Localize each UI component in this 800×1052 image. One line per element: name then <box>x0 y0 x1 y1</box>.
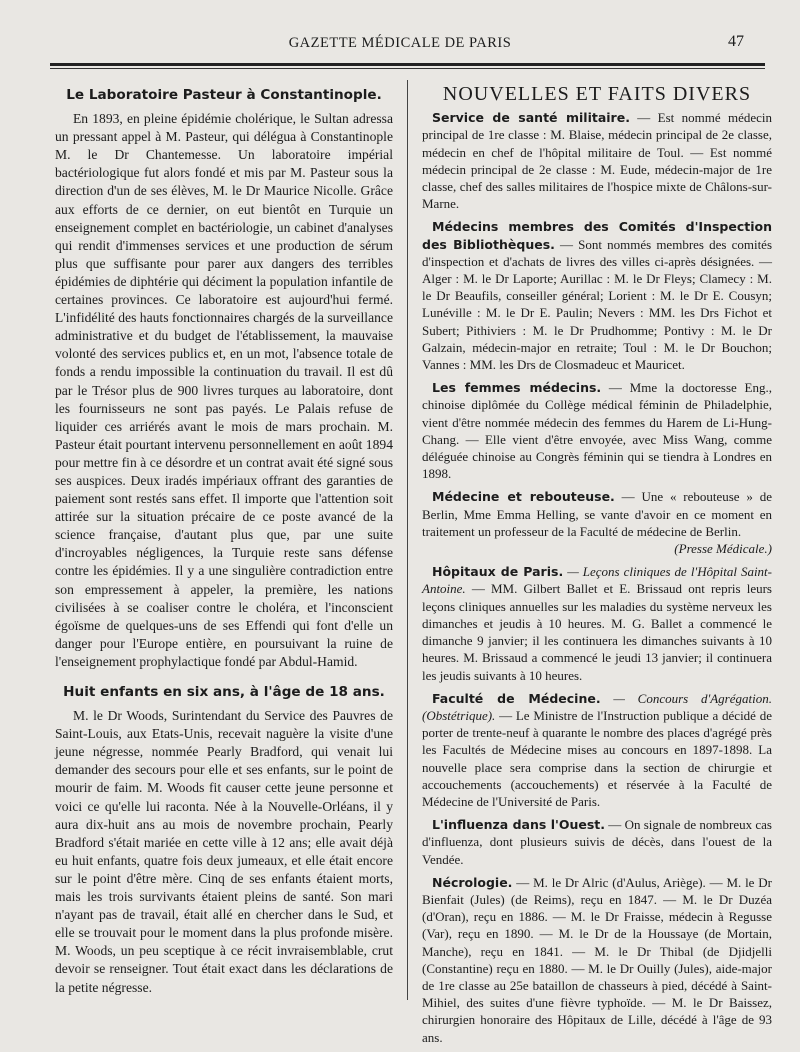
news-body: — Une « rebouteuse » de Berlin, Mme Emma Helling, se vante d'avoir en ce moment en traitement un professeur de la Faculté de médecine de Berlin. <box>422 489 772 539</box>
news-body: — Est nommé médecin principal de 1re classe : M. Blaise, médecin principal de 2e classe, médecin en chef de l'hôpital militaire de Toul. — Est nommé médecin principal de 2e classe : M. Eude, médecin-major de 1re classe, chef des salles militaires de l'hospice mixte de Châlons-sur-Marne. <box>422 110 773 212</box>
news-lead: L'influenza dans l'Ouest. <box>432 817 605 833</box>
header-rule-thin <box>50 68 765 69</box>
rubric-title: NOUVELLES ET FAITS DIVERS <box>442 83 752 105</box>
news-lead: Hôpitaux de Paris. <box>432 564 564 580</box>
journal-title: GAZETTE MÉDICALE DE PARIS <box>288 35 512 51</box>
news-lead: Nécrologie. <box>432 874 513 890</box>
news-item-femmes-medecins <box>422 379 772 482</box>
left-column <box>55 86 393 997</box>
news-lead: Faculté de Médecine. <box>432 690 601 706</box>
right-column <box>422 83 773 1052</box>
article-body-laboratoire: En 1893, en pleine épidémie cholérique, le Sultan adressa un pressant appel à M. Pasteur, qui délégua à Constantinople M. le Dr Chantemesse. Un laboratoire impérial bactériologique fut alors fondé et mis par M. Pasteur sous la direction d'un de ses élèves, M. le Dr Maurice Nicolle. Grâce aux efforts de ce dernier, on eut bientôt en Turquie un enseignement complet en bactériologie, un cabinet d'analyses qui rendit d'immenses services et une production de sérum plus que suffisante pour parer aux dangers des terribles épidémies de diphtérie qui déciment la population infantile de certaines provinces. Ce laboratoire est aujourd'hui fermé. L'infidélité des hauts fonctionnaires chargés de la surveillance administrative et du budget de l'établissement, la mauvaise volonté des services publics et, en un mot, l'absence totale de fonds a rendu impossible la continuation du travail. Il est dû par le Trésor plus de 900 livres turques au laboratoire, dont les fournisseurs ne sont pas payés. Le Palais refuse de liquider ces arriérés avant le mois de mars prochain. M. Pasteur était pourtant intervenu personnellement en août 1894 pour mettre fin à ce désordre et un contrat avait été signé sous ses auspices. Deux iradés impériaux offrant des garanties de paiement sont restés sans effet. Il importe que l'attention soit attirée sur la situation précaire de ce poste avancé de la science française, d'autant plus que, par une suite d'incroyables négligences, la Turquie reste sans défense contre les épidémies. Il y a une singulière contradiction entre son empressement à appeler, la première, les nations civilisées à se coaliser contre le choléra, et l'inconscient égoïsme de quelques-uns de ses Effendi qui font d'elle un danger pour l'Europe entière, en poursuivant la ruine de l'enseignement prophylactique fondé par Abdul-Hamid. <box>55 111 393 669</box>
news-item-influenza <box>422 816 772 868</box>
news-item-faculte <box>422 690 772 810</box>
news-item-sante-militaire <box>422 109 772 212</box>
news-lead: Médecins membres des Comités d'Inspection des Bibliothèques. <box>422 219 772 252</box>
news-source: (Presse Médicale.) <box>674 541 772 557</box>
article-title-laboratoire: Le Laboratoire Pasteur à Constantinople. <box>66 87 382 103</box>
news-subtitle: — Leçons cliniques de l'Hôpital Saint-Antoine. <box>422 564 772 597</box>
article-body-huit-enfants: M. le Dr Woods, Surintendant du Service des Pauvres de Saint-Louis, aux Etats-Unis, recevait naguère la visite d'une jeune négresse, nommée Pearly Bradford, qui venait lui demander des secours pour elle et ses enfants, sur le point de mourir de faim. M. Woods fit causer cette jeune personne et voici ce qu'elle lui raconta. Née à la Nouvelle-Orléans, il y aura dix-huit ans au mois de novembre prochain, Pearly Bradford s'était mariée en cette ville à 12 ans; elle avait déjà eu huit enfants, quatre fois deux jumeaux, et elle était encore sur le point d'être mère. Cinq de ses enfants étaient morts, mais les trois survivants étaient pleins de santé. Son mari n'ayant pas de travail, était allé en chercher dans le Sud, et elle se trouvait pour le moment dans la plus profonde misère. M. Woods, un peu sceptique à ce récit invraisemblable, crut devoir se renseigner. Tout était exact dans les déclarations de la petite négresse. <box>55 708 393 995</box>
news-body: — On signale de nombreux cas d'influenza, dont plusieurs suivis de décès, dans l'ouest de la Vendée. <box>422 817 772 867</box>
news-lead: Les femmes médecins. <box>432 380 602 396</box>
article-title-huit-enfants: Huit enfants en six ans, à l'âge de 18 ans. <box>63 684 385 700</box>
news-body: — MM. Gilbert Ballet et E. Brissaud ont repris leurs leçons cliniques annuelles sur les maladies du système nerveux les dimanches et jeudis à 10 heures. M. G. Ballet a commencé le dimanche 9 janvier; il les continuera les dimanches suivants à 10 heures. M. Brissaud a commencé le jeudi 13 janvier; il continuera les jeudis suivants à 10 heures. <box>422 581 772 683</box>
news-lead: Service de santé militaire. <box>432 110 630 126</box>
news-subtitle: — Concours d'Agrégation. (Obstétrique). <box>422 690 772 723</box>
page-header <box>50 33 750 55</box>
news-body: — Mme la doctoresse Eng., chinoise diplômée du Collège médical féminin de Philadelphie, vient d'être nommée médecin des femmes du Harem de Li-Hung-Chang. — Elle vient d'être envoyée, avec Miss Wang, comme déléguée chinoise au Congrès féminin qui se tiendra à Londres en 1898. <box>422 380 772 482</box>
news-body: — M. le Dr Alric (d'Aulus, Ariège). — M. le Dr Bienfait (Jules) (de Reims), reçu en 1847. — M. le Dr Duzéa (d'Oran), reçu en 1886. — M. le Dr Fraisse, médecin à Regusse (Var), reçu en 1890. — M. le Dr de la Houssaye (de Mortain, Manche), reçu en 1841. — M. le Dr Thibal (de Djidjelli (Constantine) reçu en 1880. — M. le Dr Ouilly (Jules), aide-major de 1re classe au 25e bataillon de chasseurs à pied, décédé à Saint-Mihiel, des suites d'une fièvre typhoïde. — M. le Dr Baissez, chirurgien honoraire des Hôpitaux de Lille, décédé à l'âge de 93 ans. <box>422 874 772 1045</box>
news-lead: Médecine et rebouteuse. <box>432 489 615 505</box>
header-rule-thick <box>50 63 765 66</box>
news-item-necrologie <box>422 874 772 1046</box>
news-body: — Sont nommés membres des comités d'inspection et d'achats de livres des villes ci-après désignées. — Alger : M. le Dr Laporte; Aurillac : M. le Dr Fleys; Clamecy : M. le Dr Beaufils, conseiller général; Lorient : M. le Dr E. Cousyn; Lunéville : M. le Dr E. Paulin; Nevers : MM. les Drs Fichot et Subert; Pithiviers : M. le Dr Prudhomme; Pontivy : M. le Dr Galzain, médecin-major en retraite; Toul : M. le Dr Bouchon; Vannes : MM. les Drs de Closmadeuc et Mauricet. <box>422 236 773 373</box>
news-item-hopitaux <box>422 563 772 683</box>
page-number: 47 <box>728 33 744 50</box>
news-body: — Le Ministre de l'Instruction publique a décidé de porter de trente-neuf à quarante le nombre des places d'agrégé près les Facultés de Médecine mises au concours en 1897-1898. La nouvelle place sera comprise dans la section de chirurgie et accouchements (accouchements) et réservée à la Faculté de Médecine de l'Université de Paris. <box>422 707 772 809</box>
news-item-rebouteuse <box>422 488 772 557</box>
news-item-bibliotheques <box>422 218 772 373</box>
column-divider <box>407 80 408 1000</box>
